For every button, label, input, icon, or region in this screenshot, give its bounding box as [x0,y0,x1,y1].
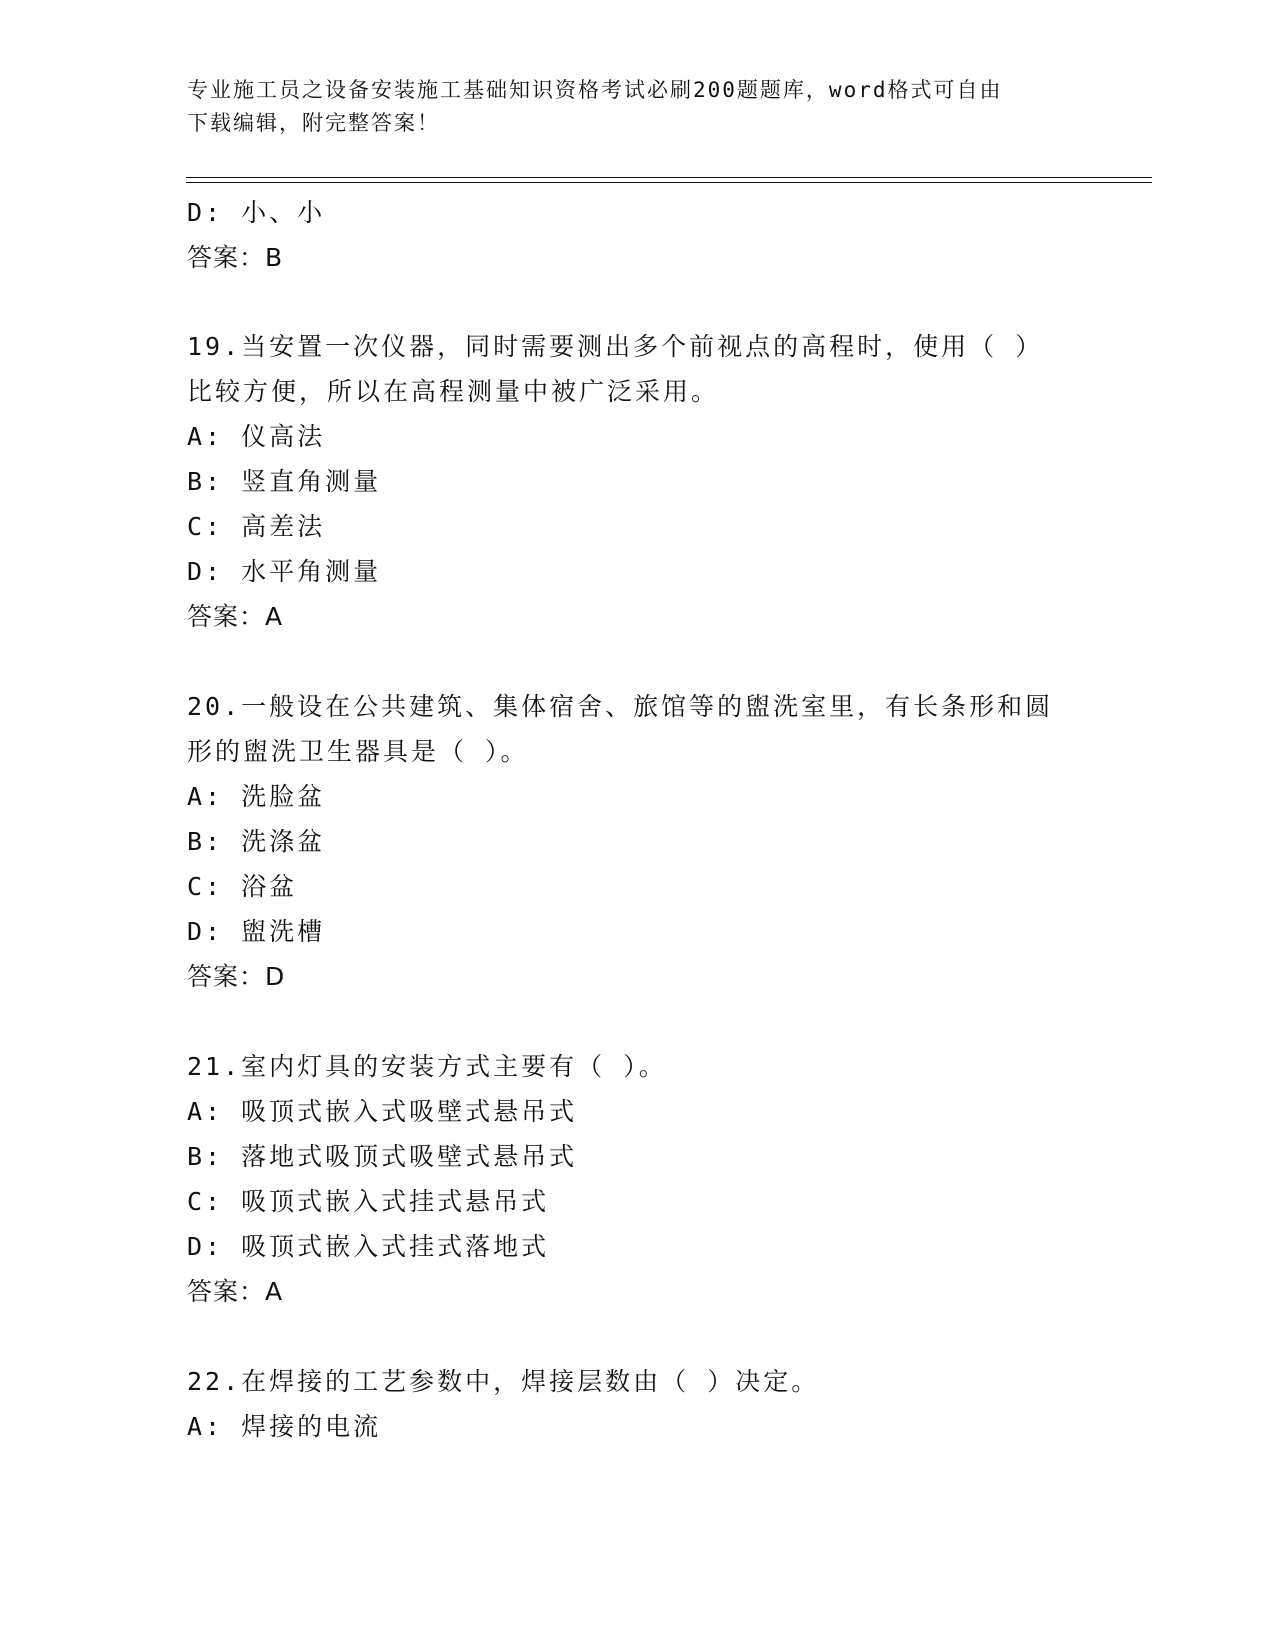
header-divider-bottom [186,182,1152,183]
q20-option-b: B: 洗涤盆 [187,827,326,856]
question-20 [187,684,1087,999]
q20-option-d: D: 盥洗槽 [187,917,326,946]
q21-option-b: B: 落地式吸顶式吸壁式悬吊式 [187,1142,578,1171]
q21-option-c: C: 吸顶式嵌入式挂式悬吊式 [187,1187,550,1216]
header-title-line-2: 下载编辑，附完整答案！ [187,111,440,135]
header-divider-top [186,177,1152,178]
q22-option-a: A: 焊接的电流 [187,1412,382,1441]
q20-option-a: A: 洗脸盆 [187,782,326,811]
q19-text-line-1: 19.当安置一次仪器，同时需要测出多个前视点的高程时，使用（ ） [187,332,1044,361]
q22-text-line-1: 22.在焊接的工艺参数中，焊接层数由（ ）决定。 [187,1367,820,1396]
q19-option-b: B: 竖直角测量 [187,467,382,496]
q21-text-line-1: 21.室内灯具的安装方式主要有（ ）。 [187,1052,667,1081]
q19-option-c: C: 高差法 [187,512,326,541]
q18-answer: 答案：B [187,243,284,272]
q19-answer: 答案：A [187,602,284,631]
question-list [187,190,1087,1449]
q21-option-a: A: 吸顶式嵌入式吸壁式悬吊式 [187,1097,578,1126]
q20-text-line-1: 20.一般设在公共建筑、集体宿舍、旅馆等的盥洗室里，有长条形和圆 [187,692,1054,721]
q19-option-d: D: 水平角测量 [187,557,382,586]
document-header [187,74,1087,140]
q19-text-line-2: 比较方便，所以在高程测量中被广泛采用。 [187,377,720,406]
question-19 [187,324,1087,639]
q21-answer: 答案：A [187,1277,284,1306]
header-title-line-1: 专业施工员之设备安装施工基础知识资格考试必刷200题题库，word格式可自由 [187,78,1003,102]
q21-option-d: D: 吸顶式嵌入式挂式落地式 [187,1232,550,1261]
q19-option-a: A: 仪高法 [187,422,326,451]
q20-text-line-2: 形的盥洗卫生器具是（ ）。 [187,737,529,766]
question-22 [187,1359,1087,1449]
q20-answer: 答案：D [187,962,286,991]
q18-option-d: D: 小、小 [187,198,326,227]
q20-option-c: C: 浴盆 [187,872,298,901]
question-21 [187,1044,1087,1314]
